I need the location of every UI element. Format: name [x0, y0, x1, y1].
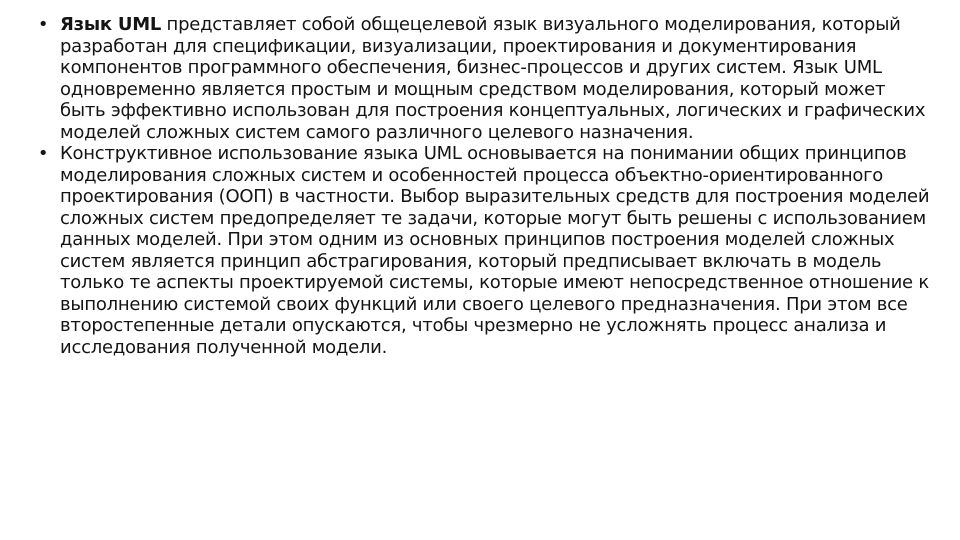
- bullet-item-uml-usage: [36, 143, 930, 358]
- bullet-marker: •: [37, 14, 49, 35]
- bullet-marker: •: [37, 143, 49, 164]
- bold-term: Язык UML: [60, 14, 162, 35]
- bullet-item-uml-definition: [36, 14, 930, 143]
- bullet-text: [60, 14, 930, 143]
- bullet-body-text: представляет собой общецелевой язык визуального моделирования, который разработан для спецификации, визуализации, проектирования и документирования компонентов программного обеспечения, бизнес-процессов и других систем. Язык UML одновременно является простым и мощным средством моделирования, который может быть эффективно использован для построения концептуальных, логических и графических моделей сложных систем самого различного целевого назначения.: [60, 14, 926, 143]
- bullet-list: [36, 14, 930, 358]
- bullet-text: Конструктивное использование языка UML основывается на понимании общих принципов моделирования сложных систем и особенностей процесса объектно-ориентированного проектирования (ООП) в частности. Выбор выразительных средств для построения моделей сложных систем предопределяет те задачи, которые могут быть решены с использованием данных моделей. При этом одним из основных принципов построения моделей сложных систем является принцип абстрагирования, который предписывает включать в модель только те аспекты проектируемой системы, которые имеют непосредственное отношение к выполнению системой своих функций или своего целевого предназначения. При этом все второстепенные детали опускаются, чтобы чрезмерно не усложнять процесс анализа и исследования полученной модели.: [60, 143, 930, 358]
